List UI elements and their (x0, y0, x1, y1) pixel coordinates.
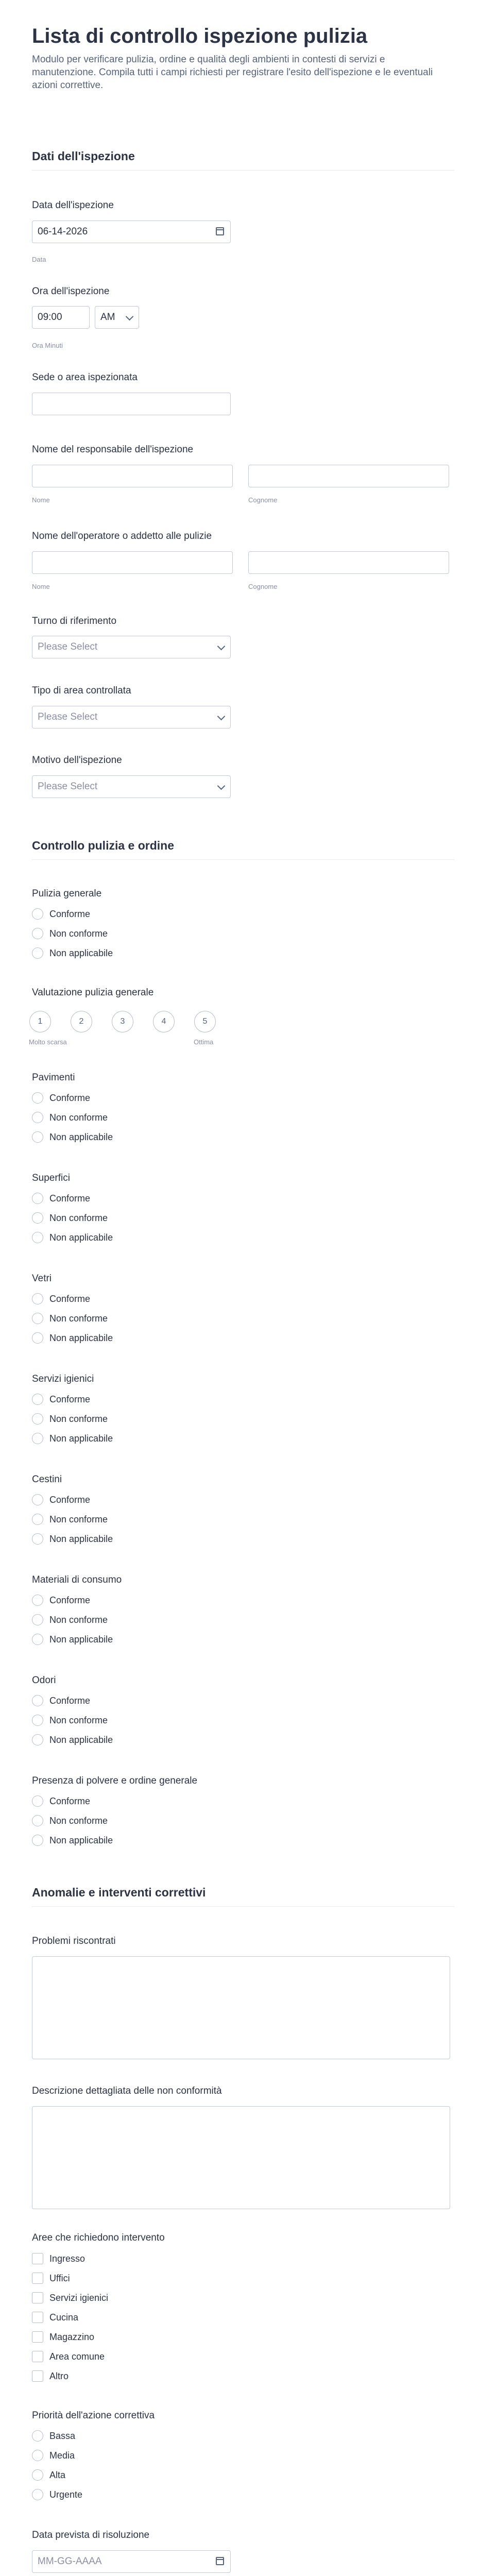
radio-button[interactable] (32, 1433, 43, 1444)
radio-button[interactable] (32, 1193, 43, 1204)
inspection-date-value: 06-14-2026 (38, 226, 88, 237)
calendar-icon[interactable] (216, 2557, 224, 2565)
radio-button[interactable] (32, 2469, 43, 2481)
option-label: Non conforme (49, 1212, 108, 1223)
priority-option[interactable] (32, 2488, 82, 2501)
operator-last-name-sublabel: Cognome (248, 583, 278, 590)
option-label: Magazzino (49, 2331, 95, 2342)
option-label: Non applicabile (49, 1835, 113, 1845)
option-label: Non applicabile (49, 1131, 113, 1142)
nonconformity-label: Descrizione dettagliata delle non conformità (32, 2086, 222, 2096)
bins-label: Cestini (32, 1474, 62, 1485)
operator-last-name-input[interactable] (248, 551, 449, 574)
general-cleaning-label: Pulizia generale (32, 888, 102, 899)
area-type-label: Tipo di area controllata (32, 685, 131, 696)
checkbox[interactable] (32, 2351, 43, 2362)
floors-label: Pavimenti (32, 1072, 75, 1083)
reason-label: Motivo dell'ispezione (32, 755, 122, 766)
area-option[interactable] (32, 2291, 108, 2304)
option-label: Non applicabile (49, 1734, 113, 1745)
shift-select-placeholder: Please Select (38, 641, 98, 652)
manager-last-name-sublabel: Cognome (248, 496, 278, 504)
option-label: Non applicabile (49, 1332, 113, 1343)
general-cleaning-option[interactable] (32, 946, 113, 960)
section-title-inspection-data: Dati dell'ispezione (32, 149, 135, 163)
radio-button[interactable] (32, 928, 43, 939)
problems-label: Problemi riscontrati (32, 1936, 116, 1946)
dust-order-option[interactable] (32, 1794, 90, 1808)
inspection-date-sublabel: Data (32, 256, 46, 263)
area-option[interactable] (32, 2330, 94, 2344)
consumables-label: Materiali di consumo (32, 1574, 122, 1585)
radio-button[interactable] (32, 2430, 43, 2442)
surfaces-option[interactable] (32, 1211, 108, 1225)
option-label: Non conforme (49, 1313, 108, 1324)
consumables-option[interactable] (32, 1613, 108, 1626)
radio-button[interactable] (32, 1394, 43, 1405)
resolution-date-label: Data prevista di risoluzione (32, 2530, 150, 2540)
option-label: Conforme (49, 1193, 91, 1204)
restrooms-option[interactable] (32, 1432, 113, 1445)
floors-option[interactable] (32, 1091, 90, 1105)
priority-option[interactable] (32, 2429, 75, 2443)
checkbox[interactable] (32, 2370, 43, 2382)
checkbox[interactable] (32, 2331, 43, 2343)
bins-option[interactable] (32, 1532, 113, 1546)
option-label: Conforme (49, 1695, 91, 1706)
option-label: Media (49, 2450, 75, 2461)
odors-option[interactable] (32, 1733, 113, 1747)
restrooms-label: Servizi igienici (32, 1374, 94, 1384)
radio-button[interactable] (32, 2489, 43, 2500)
odors-option[interactable] (32, 1714, 108, 1727)
areas-label: Aree che richiedono intervento (32, 2232, 165, 2243)
radio-button[interactable] (32, 1695, 43, 1706)
radio-button[interactable] (32, 1313, 43, 1324)
dust-order-option[interactable] (32, 1834, 113, 1847)
rating-high-label: Ottima (194, 1038, 214, 1046)
manager-first-name-input[interactable] (32, 465, 233, 487)
surfaces-option[interactable] (32, 1231, 113, 1244)
priority-option[interactable] (32, 2449, 75, 2462)
priority-label: Priorità dell'azione correttiva (32, 2410, 155, 2421)
option-label: Non conforme (49, 1514, 108, 1524)
radio-button[interactable] (32, 1734, 43, 1745)
option-label: Servizi igienici (49, 2292, 109, 2303)
radio-button[interactable] (32, 1514, 43, 1525)
rating-low-label: Molto scarsa (29, 1038, 67, 1046)
radio-button[interactable] (32, 1595, 43, 1606)
form-title: Lista di controllo ispezione pulizia (32, 25, 368, 47)
option-label: Conforme (49, 908, 91, 919)
option-label: Altro (49, 2370, 69, 2381)
option-label: Non conforme (49, 928, 108, 939)
windows-label: Vetri (32, 1273, 52, 1284)
option-label: Non conforme (49, 1815, 108, 1826)
radio-button[interactable] (32, 1112, 43, 1123)
inspection-time-input[interactable]: 09:00 (32, 306, 90, 329)
manager-first-name-sublabel: Nome (32, 496, 50, 504)
radio-button[interactable] (32, 1634, 43, 1645)
option-label: Non applicabile (49, 947, 113, 958)
general-cleaning-option[interactable] (32, 927, 108, 940)
rating-option-3[interactable]: 3 (112, 1011, 133, 1032)
calendar-icon[interactable] (216, 227, 224, 235)
consumables-option[interactable] (32, 1633, 113, 1646)
operator-name-label: Nome dell'operatore o addetto alle pulizie (32, 531, 212, 541)
option-label: Uffici (49, 2273, 70, 2283)
inspection-date-input[interactable] (32, 221, 231, 243)
form-description: Modulo per verificare pulizia, ordine e qualità degli ambienti in contesti di servizi e manutenzione. Compila tutti i campi richiesti per registrare l'esito dell'ispezione e le eventuali azioni correttive. (32, 54, 433, 91)
manager-last-name-input[interactable] (248, 465, 449, 487)
site-label: Sede o area ispezionata (32, 372, 138, 383)
option-label: Non applicabile (49, 1634, 113, 1645)
inspection-time-sublabel: Ora Minuti (32, 342, 63, 349)
radio-button[interactable] (32, 1092, 43, 1104)
restrooms-option[interactable] (32, 1393, 90, 1406)
radio-button[interactable] (32, 1293, 43, 1304)
radio-button[interactable] (32, 1815, 43, 1826)
option-label: Alta (49, 2469, 66, 2480)
section-divider (32, 859, 454, 860)
radio-button[interactable] (32, 1533, 43, 1545)
option-label: Conforme (49, 1293, 91, 1304)
rating-label: Valutazione pulizia generale (32, 987, 154, 998)
radio-button[interactable] (32, 1332, 43, 1344)
manager-name-label: Nome del responsabile dell'ispezione (32, 444, 194, 455)
rating-option-5[interactable]: 5 (194, 1011, 216, 1032)
dust-order-option[interactable] (32, 1814, 108, 1827)
chevron-down-icon (217, 782, 226, 790)
odors-option[interactable] (32, 1694, 90, 1707)
odors-label: Odori (32, 1675, 56, 1686)
section-title-anomalies: Anomalie e interventi correttivi (32, 1886, 206, 1899)
inspection-time-label: Ora dell'ispezione (32, 286, 110, 297)
chevron-down-icon (217, 642, 226, 651)
option-label: Non applicabile (49, 1533, 113, 1544)
area-option[interactable] (32, 2369, 69, 2383)
option-label: Non conforme (49, 1112, 108, 1123)
option-label: Urgente (49, 2489, 83, 2500)
area-type-select[interactable] (32, 706, 231, 728)
shift-label: Turno di riferimento (32, 616, 117, 626)
restrooms-option[interactable] (32, 1412, 108, 1426)
section-divider (32, 170, 454, 171)
checkbox[interactable] (32, 2253, 43, 2264)
nonconformity-textarea[interactable] (32, 2106, 450, 2209)
bins-option[interactable] (32, 1513, 108, 1526)
area-option[interactable] (32, 2350, 105, 2363)
general-cleaning-option[interactable] (32, 907, 90, 921)
radio-button[interactable] (32, 1232, 43, 1243)
windows-option[interactable] (32, 1312, 108, 1325)
rating-option-4[interactable]: 4 (153, 1011, 175, 1032)
radio-button[interactable] (32, 2450, 43, 2461)
floors-option[interactable] (32, 1130, 113, 1144)
area-type-select-placeholder: Please Select (38, 711, 98, 722)
radio-button[interactable] (32, 1835, 43, 1846)
operator-first-name-input[interactable] (32, 551, 233, 574)
checkbox[interactable] (32, 2273, 43, 2284)
priority-option[interactable] (32, 2468, 65, 2482)
option-label: Conforme (49, 1494, 91, 1505)
ampm-select[interactable] (95, 306, 139, 329)
rating-option-1[interactable]: 1 (29, 1011, 51, 1032)
consumables-option[interactable] (32, 1594, 90, 1607)
option-label: Conforme (49, 1595, 91, 1605)
radio-button[interactable] (32, 1715, 43, 1726)
option-label: Cucina (49, 2312, 79, 2323)
section-title-cleaning-check: Controllo pulizia e ordine (32, 839, 174, 852)
dust-order-label: Presenza di polvere e ordine generale (32, 1775, 198, 1786)
section-divider (32, 1906, 454, 1907)
radio-button[interactable] (32, 1795, 43, 1807)
windows-option[interactable] (32, 1292, 90, 1306)
inspection-date-label: Data dell'ispezione (32, 200, 114, 211)
surfaces-option[interactable] (32, 1192, 90, 1205)
option-label: Conforme (49, 1394, 91, 1404)
option-label: Non conforme (49, 1413, 108, 1424)
resolution-date-placeholder: MM-GG-AAAA (38, 2556, 102, 2567)
option-label: Non conforme (49, 1715, 108, 1725)
problems-textarea[interactable] (32, 1956, 450, 2059)
ampm-value: AM (100, 312, 115, 323)
radio-button[interactable] (32, 1494, 43, 1505)
reason-select[interactable] (32, 775, 231, 798)
option-label: Conforme (49, 1795, 91, 1806)
option-label: Conforme (49, 1092, 91, 1103)
site-input[interactable] (32, 393, 231, 415)
chevron-down-icon (217, 713, 226, 721)
area-option[interactable] (32, 2252, 85, 2265)
operator-first-name-sublabel: Nome (32, 583, 50, 590)
reason-select-placeholder: Please Select (38, 781, 98, 792)
option-label: Ingresso (49, 2253, 85, 2264)
rating-option-2[interactable]: 2 (71, 1011, 92, 1032)
radio-button[interactable] (32, 1614, 43, 1625)
checkbox[interactable] (32, 2292, 43, 2303)
surfaces-label: Superfici (32, 1173, 70, 1183)
radio-button[interactable] (32, 1413, 43, 1425)
radio-button[interactable] (32, 1212, 43, 1224)
option-label: Non applicabile (49, 1232, 113, 1243)
area-option[interactable] (32, 2272, 70, 2285)
checkbox[interactable] (32, 2312, 43, 2323)
radio-button[interactable] (32, 1131, 43, 1143)
resolution-date-input[interactable] (32, 2550, 231, 2573)
windows-option[interactable] (32, 1331, 113, 1345)
area-option[interactable] (32, 2311, 78, 2324)
chevron-down-icon (126, 313, 134, 321)
floors-option[interactable] (32, 1111, 108, 1124)
shift-select[interactable] (32, 636, 231, 658)
bins-option[interactable] (32, 1493, 90, 1506)
option-label: Bassa (49, 2430, 76, 2441)
radio-button[interactable] (32, 947, 43, 959)
radio-button[interactable] (32, 908, 43, 920)
option-label: Non conforme (49, 1614, 108, 1625)
option-label: Non applicabile (49, 1433, 113, 1444)
option-label: Area comune (49, 2351, 105, 2362)
